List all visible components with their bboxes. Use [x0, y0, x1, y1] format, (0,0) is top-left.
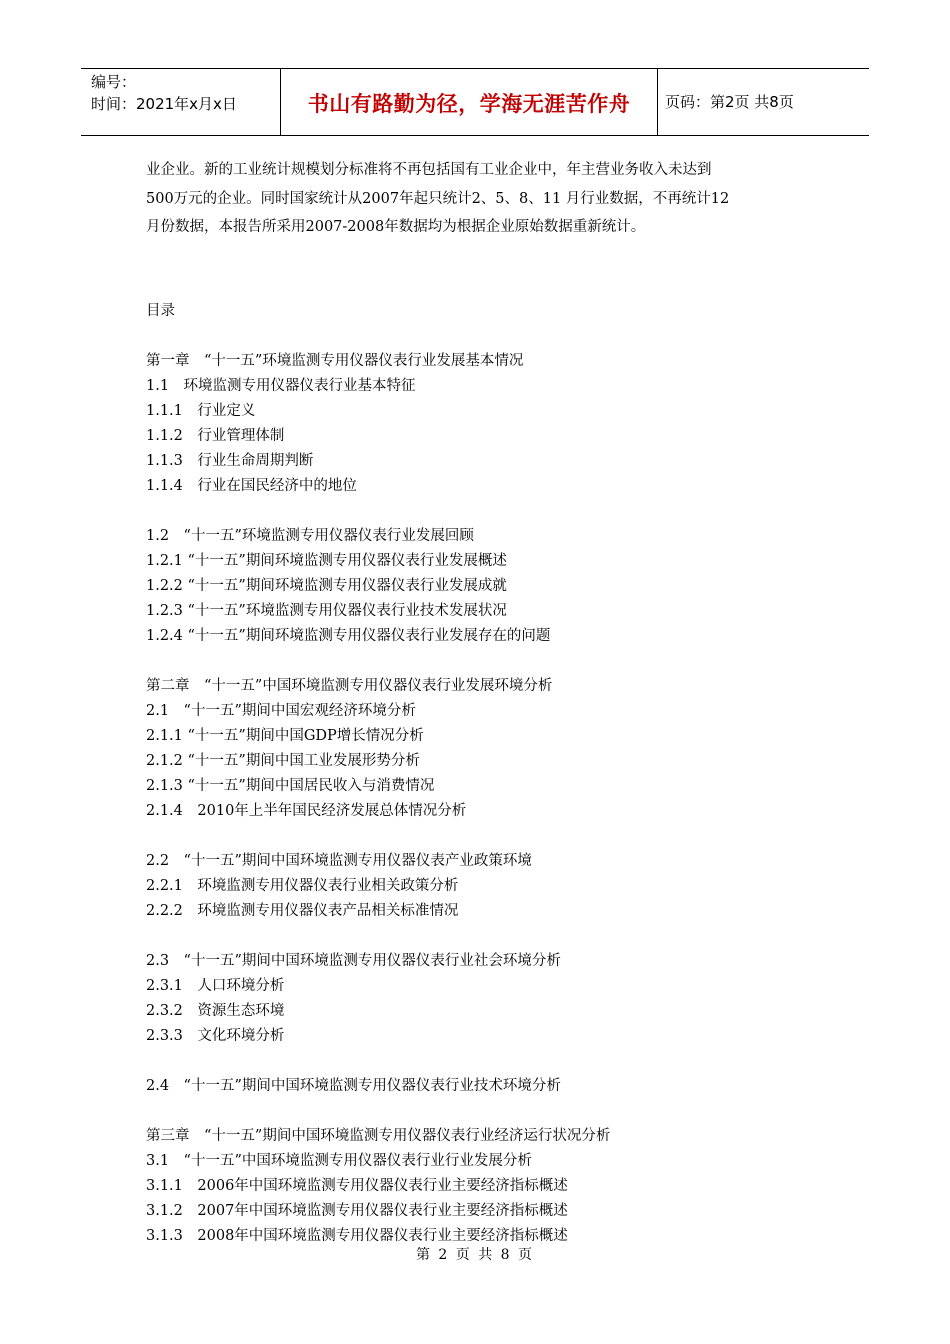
time-label: 时间：2021年x月x日 — [91, 95, 237, 113]
toc-item: 2.2 “十一五”期间中国环境监测专用仪器仪表产业政策环境 — [146, 852, 532, 869]
toc-item: 3.1.2 2007年中国环境监测专用仪器仪表行业主要经济指标概述 — [146, 1202, 568, 1219]
toc-item: 1.2.4 “十一五”期间环境监测专用仪器仪表行业发展存在的问题 — [146, 627, 551, 644]
toc-item: 2.1.4 2010年上半年国民经济发展总体情况分析 — [146, 802, 467, 819]
toc-title: 目录 — [146, 302, 175, 319]
toc-item: 第二章 “十一五”中国环境监测专用仪器仪表行业发展环境分析 — [146, 677, 553, 694]
toc-item: 1.1.1 行业定义 — [146, 402, 256, 419]
page-header — [81, 68, 869, 136]
toc-item: 2.1.3 “十一五”期间中国居民收入与消费情况 — [146, 777, 435, 794]
toc-item: 2.1.1 “十一五”期间中国GDP增长情况分析 — [146, 727, 424, 744]
toc-item: 2.2.2 环境监测专用仪器仪表产品相关标准情况 — [146, 902, 459, 919]
table-of-contents — [146, 349, 818, 1249]
toc-item: 3.1.3 2008年中国环境监测专用仪器仪表行业主要经济指标概述 — [146, 1227, 568, 1244]
toc-item: 1.1.2 行业管理体制 — [146, 427, 285, 444]
page-info: 页码：第2页 共8页 — [665, 93, 794, 111]
toc-item: 2.1 “十一五”期间中国宏观经济环境分析 — [146, 702, 416, 719]
toc-item: 2.4 “十一五”期间中国环境监测专用仪器仪表行业技术环境分析 — [146, 1077, 561, 1094]
toc-item: 1.1 环境监测专用仪器仪表行业基本特征 — [146, 377, 416, 394]
toc-item: 第三章 “十一五”期间中国环境监测专用仪器仪表行业经济运行状况分析 — [146, 1127, 611, 1144]
number-label: 编号： — [91, 73, 137, 91]
toc-item: 3.1.1 2006年中国环境监测专用仪器仪表行业主要经济指标概述 — [146, 1177, 568, 1194]
page-footer: 第 2 页 共 8 页 — [415, 1247, 535, 1263]
header-meta — [81, 69, 281, 135]
toc-item: 第一章 “十一五”环境监测专用仪器仪表行业发展基本情况 — [146, 352, 524, 369]
intro-line: 500万元的企业。同时国家统计从2007年起只统计2、5、8、11 月行业数据，不再统计12 — [146, 190, 730, 207]
toc-item: 1.2.1 “十一五”期间环境监测专用仪器仪表行业发展概述 — [146, 552, 507, 569]
toc-item: 2.3.3 文化环境分析 — [146, 1027, 285, 1044]
toc-item: 2.3.1 人口环境分析 — [146, 977, 285, 994]
toc-item: 3.1 “十一五”中国环境监测专用仪器仪表行业行业发展分析 — [146, 1152, 532, 1169]
intro-line: 业企业。新的工业统计规模划分标准将不再包括国有工业企业中，年主营业务收入未达到 — [146, 162, 712, 178]
document-body — [146, 156, 818, 1249]
header-motto-cell — [281, 69, 658, 135]
toc-item: 2.1.2 “十一五”期间中国工业发展形势分析 — [146, 752, 420, 769]
toc-item: 1.1.4 行业在国民经济中的地位 — [146, 477, 357, 494]
motto: 书山有路勤为径，学海无涯苦作舟 — [307, 92, 631, 116]
toc-item: 2.2.1 环境监测专用仪器仪表行业相关政策分析 — [146, 877, 459, 894]
intro-paragraph — [146, 156, 818, 242]
toc-item: 1.1.3 行业生命周期判断 — [146, 452, 314, 469]
toc-item: 2.3 “十一五”期间中国环境监测专用仪器仪表行业社会环境分析 — [146, 952, 561, 969]
toc-item: 2.3.2 资源生态环境 — [146, 1002, 285, 1019]
intro-line: 月份数据，本报告所采用2007-2008年数据均为根据企业原始数据重新统计。 — [146, 219, 646, 235]
toc-item: 1.2.2 “十一五”期间环境监测专用仪器仪表行业发展成就 — [146, 577, 507, 594]
toc-item: 1.2 “十一五”环境监测专用仪器仪表行业发展回顾 — [146, 527, 474, 544]
toc-item: 1.2.3 “十一五”环境监测专用仪器仪表行业技术发展状况 — [146, 602, 507, 619]
